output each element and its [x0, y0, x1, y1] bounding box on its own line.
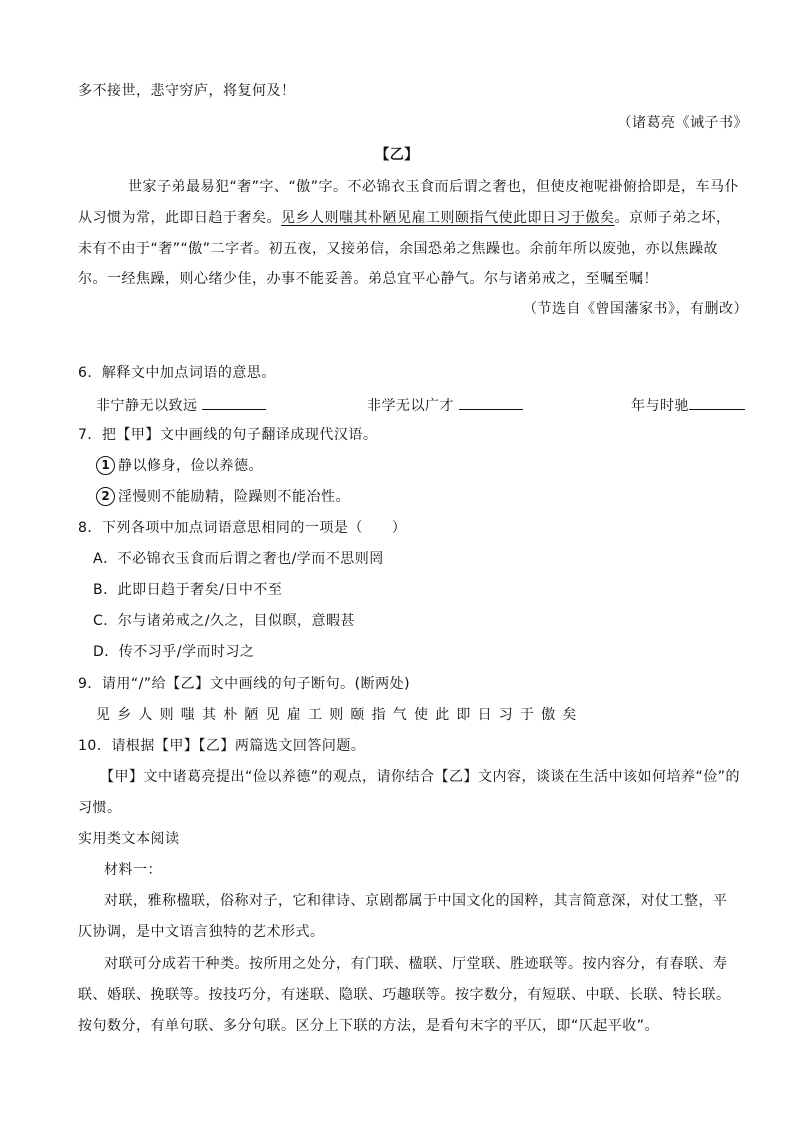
question-6-title: 6．解释文中加点词语的意思。	[78, 365, 276, 381]
underlined-sentence: 见乡人则嗤其朴陋见雇工则颐指气使此即日习于傲矣	[281, 210, 615, 226]
source-citation-jia: （诸葛亮《诫子书》	[617, 115, 748, 131]
question-7-item-2	[96, 486, 350, 508]
question-6-item-text: 年与时驰	[631, 398, 689, 414]
passage-yi-line-3: 未有不由于“奢”“傲”二字者。初五夜，又接弟信，余国恐弟之焦躁也。余前年所以废弛，亦以焦躁故	[78, 241, 719, 257]
question-8-option-d: D．传不习乎/学而时习之	[93, 644, 255, 660]
question-6-item-3	[631, 393, 745, 417]
material-para-1-line-2: 仄协调，是中文语言独特的艺术形式。	[78, 924, 325, 940]
question-9-title: 9．请用“/”给【乙】文中画线的句子断句。(断两处)	[78, 676, 411, 692]
question-8-title: 8．下列各项中加点词语意思相同的一项是（ ）	[78, 520, 407, 536]
passage-yi-text: 。京师子弟之坏，	[614, 210, 731, 226]
question-8-option-a: A．不必锦衣玉食而后谓之奢也/学而不思则罔	[93, 551, 384, 567]
passage-jia-ending: 多不接世，悲守穷庐，将复何及！	[78, 83, 296, 99]
question-8-option-b: B．此即日趋于奢矣/日中不至	[93, 582, 283, 598]
question-7-item-text: 静以修身，俭以养德。	[118, 458, 263, 474]
material-para-2-line-3: 按句数分，有单句联、多分句联。区分上下联的方法，是看句末字的平仄，即“仄起平收”。	[78, 1018, 660, 1034]
question-10-title: 10．请根据【甲】【乙】两篇选文回答问题。	[78, 738, 366, 754]
material-para-2-line-1: 对联可分成若干种类。按所用之处分，有门联、楹联、厅堂联、胜迹联等。按内容分，有春联、寿	[104, 956, 728, 972]
question-6-item-2	[367, 393, 523, 417]
passage-yi-text: 从习惯为常，此即日趋于奢矣。	[78, 210, 281, 226]
question-6-item-text: 非学无以广才	[367, 398, 454, 414]
question-7-title: 7．把【甲】文中画线的句子翻译成现代汉语。	[78, 427, 378, 443]
passage-yi-line-2	[78, 207, 731, 229]
answer-blank[interactable]	[459, 393, 523, 410]
question-7-item-1	[96, 455, 263, 477]
material-para-2-line-2: 联、婚联、挽联等。按技巧分，有迷联、隐联、巧趣联等。按字数分，有短联、中联、长联、特长联。	[78, 987, 731, 1003]
circled-number: 2	[96, 487, 115, 506]
question-9-sentence: 见乡人则嗤其朴陋见雇工则颐指气使此即日习于傲矣	[96, 707, 584, 723]
answer-blank[interactable]	[689, 393, 745, 410]
circled-number: 1	[96, 456, 115, 475]
source-citation-yi: （节选自《曾国藩家书》，有删改）	[523, 301, 748, 317]
passage-yi-line-1: 世家子弟最易犯“奢”字、“傲”字。不必锦衣玉食而后谓之奢也，但使皮袍呢褂俯拾即是，车马仆	[128, 179, 740, 195]
question-6-item-text: 非宁静无以致远	[96, 398, 198, 414]
question-10-body-line-1: 【甲】文中诸葛亮提出“俭以养德”的观点，请你结合【乙】文内容，谈谈在生活中该如何培养“俭”的	[100, 769, 741, 785]
question-8-option-c: C．尔与诸弟戒之/久之，目似瞑，意暇甚	[93, 613, 355, 629]
question-7-item-text: 淫慢则不能励精，险躁则不能冶性。	[118, 489, 350, 505]
passage-yi-line-4: 尔。一经焦躁，则心绪少佳，办事不能妥善。弟总宜平心静气。尔与诸弟戒之，至嘱至嘱！	[78, 271, 658, 287]
question-6-item-1	[96, 393, 266, 417]
material-para-1-line-1: 对联，雅称楹联，俗称对子，它和律诗、京剧都属于中国文化的国粹，其言简意深，对仗工整，平	[104, 893, 728, 909]
passage-yi-heading: 【乙】	[375, 147, 419, 163]
section-heading-practical: 实用类文本阅读	[78, 831, 180, 847]
answer-blank[interactable]	[202, 393, 266, 410]
question-10-body-line-2: 习惯。	[78, 800, 122, 816]
material-label: 材料一：	[104, 862, 162, 878]
